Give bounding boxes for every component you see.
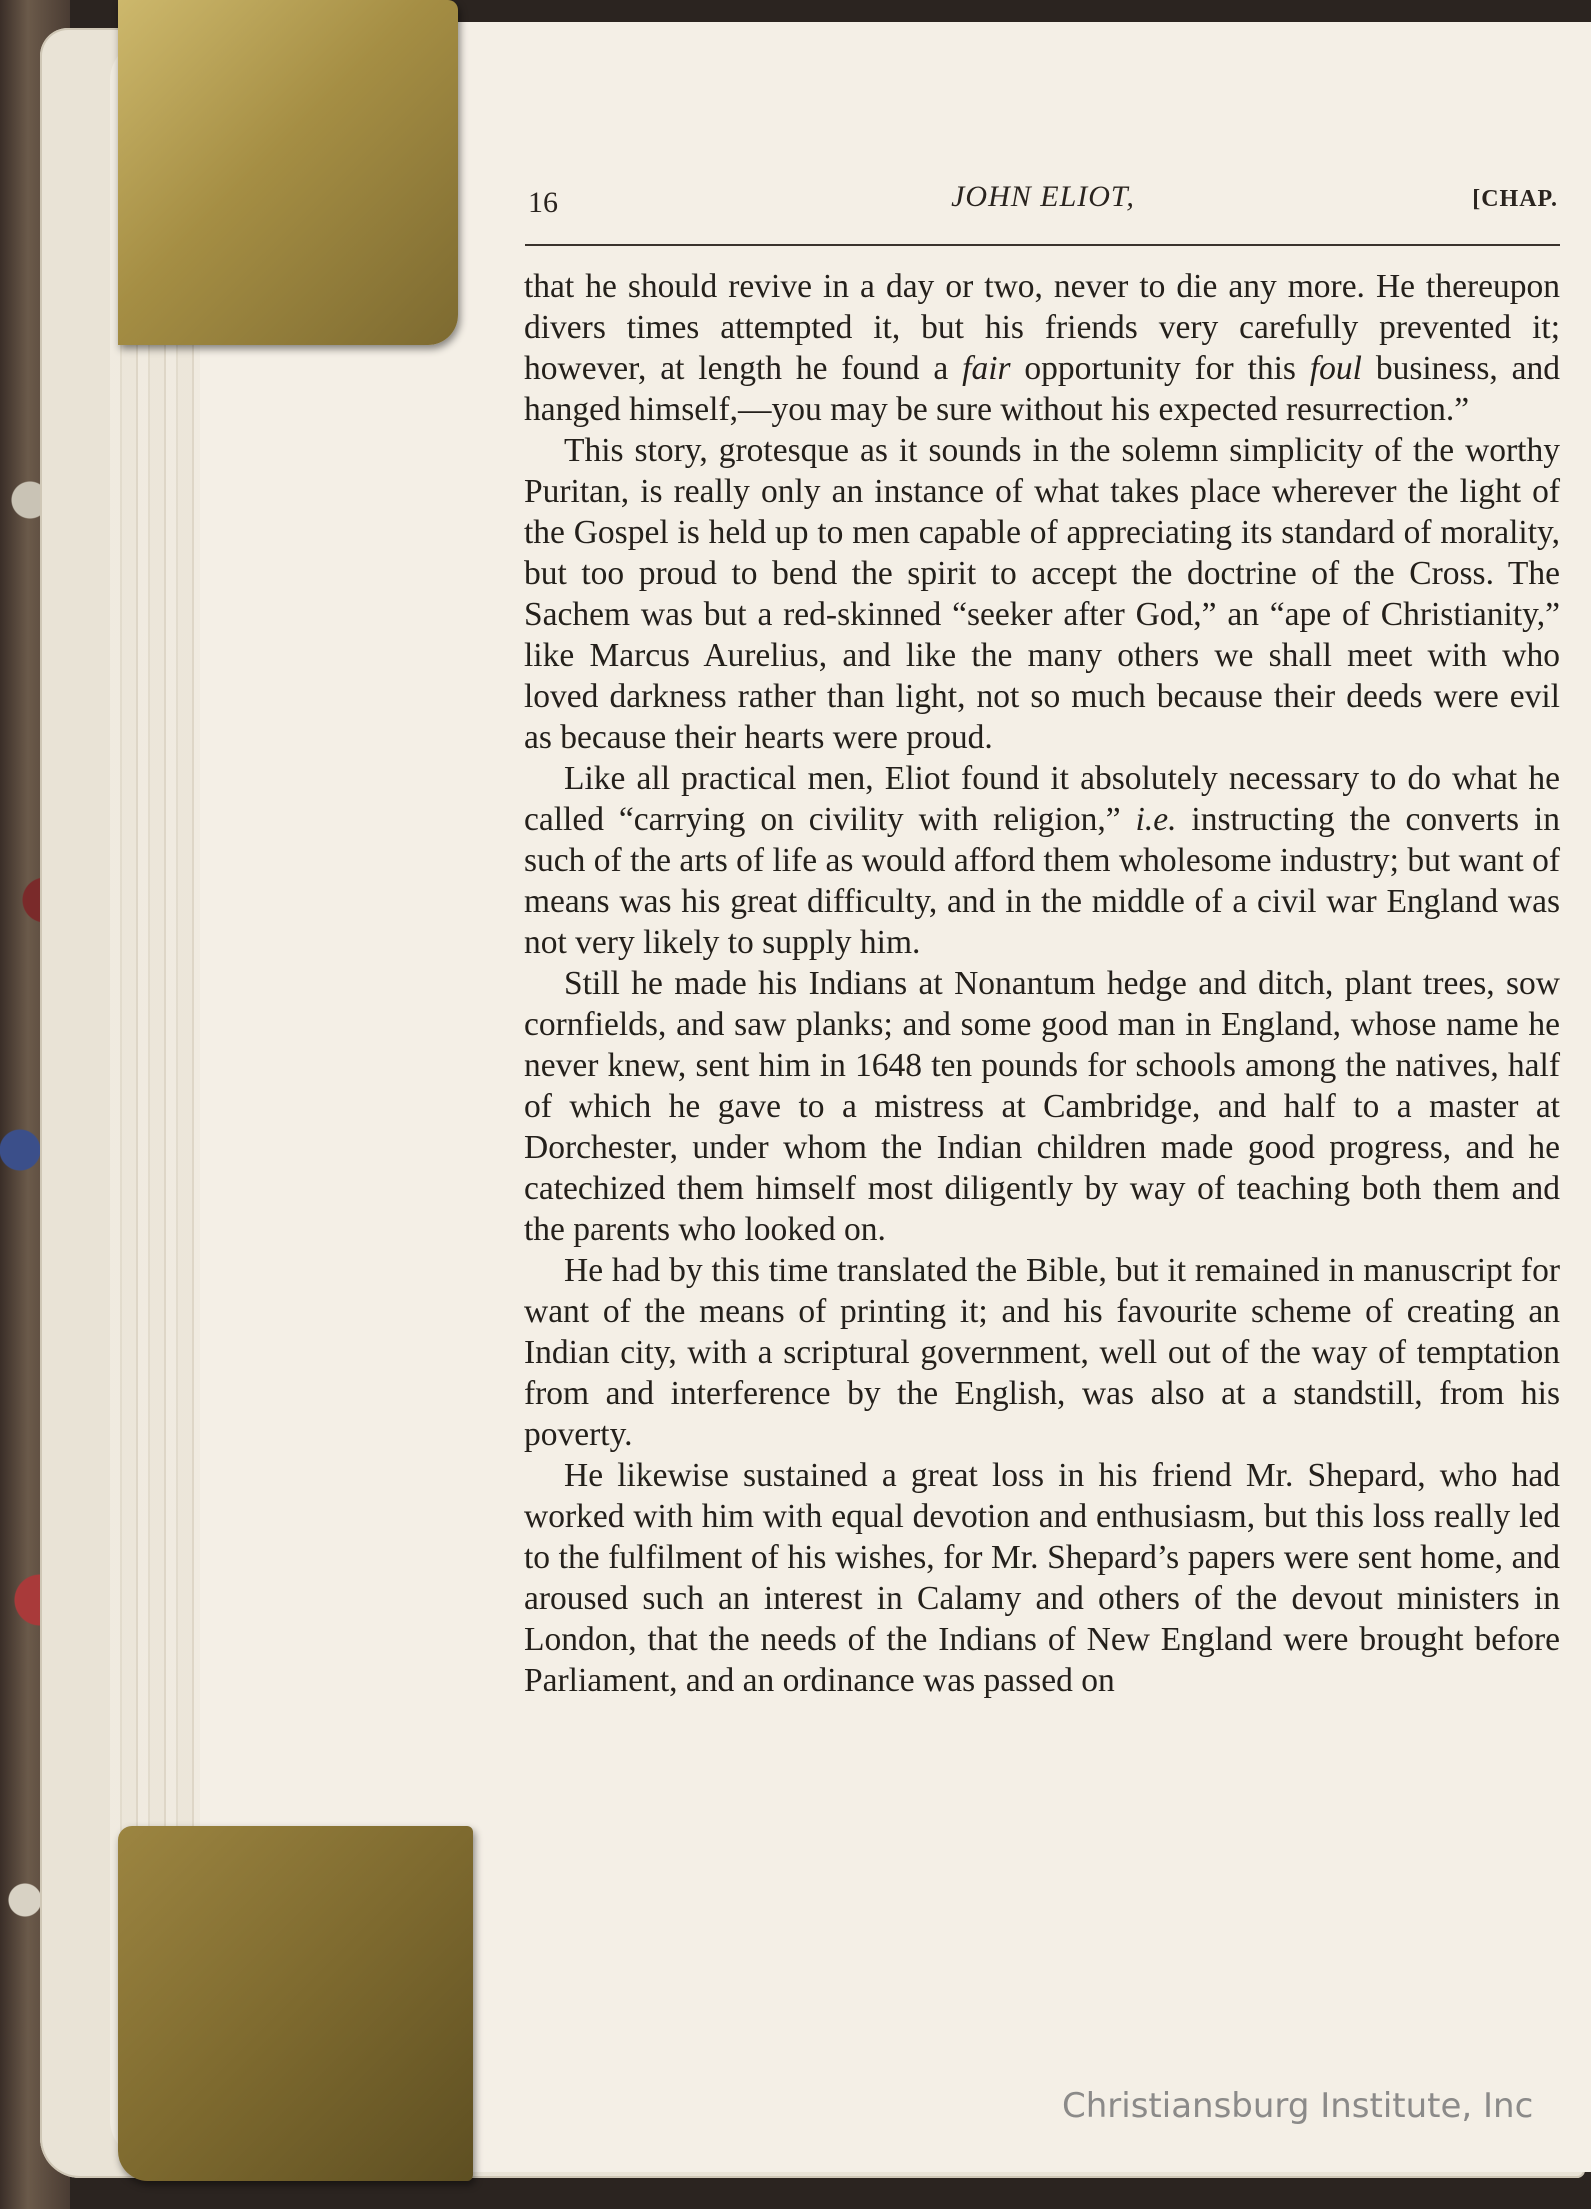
running-title: JOHN ELIOT, <box>951 180 1135 213</box>
page-number: 16 <box>528 186 558 219</box>
brass-corner-guard-bottom <box>118 1826 473 2181</box>
body-text <box>524 266 1560 1701</box>
running-header <box>528 180 1558 220</box>
paragraph: This story, grotesque as it sounds in the solemn simplicity of the worthy Puritan, is really only an instance of what takes place wherever the light of the Gospel is held up to men capable of appreciating its standard of morality, but too proud to bend the spirit to accept the doctrine of the Cross. The Sachem was but a red-skinned “seeker after God,” an “ape of Christianity,” like Marcus Aurelius, and like the many others we shall meet with who loved darkness rather than light, not so much because their deeds were evil as because their hearts were proud. <box>524 432 1560 756</box>
paragraph: that he should revive in a day or two, never to die any more. He thereupon divers times attempted it, but his friends very carefully prevented it; however, at length he found a fair opportunity for this foul business, and hanged himself,—you may be sure without his expected resurrection.” <box>524 268 1560 428</box>
paragraph: He likewise sustained a great loss in his friend Mr. Shepard, who had worked with him with equal devotion and enthusiasm, but this loss really led to the fulfilment of his wishes, for Mr. Shepard’s papers were sent home, and aroused such an interest in Calamy and others of the devout ministers in London, that the needs of the Indians of New England were brought before Parliament, and an ordinance was passed on <box>524 1457 1560 1699</box>
header-rule <box>525 244 1560 246</box>
paragraph: Still he made his Indians at Nonantum hedge and ditch, plant trees, sow cornfields, and saw planks; and some good man in England, whose name he never knew, sent him in 1648 ten pounds for schools among the natives, half of which he gave to a mistress at Cambridge, and half to a master at Dorchester, under whom the Indian children made good progress, and he catechized them himself most diligently by way of teaching both them and the parents who looked on. <box>524 965 1560 1248</box>
brass-corner-guard-top <box>118 0 458 345</box>
watermark: Christiansburg Institute, Inc <box>1062 2086 1534 2126</box>
paragraph: Like all practical men, Eliot found it absolutely necessary to do what he called “carrying on civility with religion,” i.e. instructing the converts in such of the arts of life as would afford them wholesome industry; but want of means was his great difficulty, and in the middle of a civil war England was not very likely to supply him. <box>524 760 1560 961</box>
paragraph: He had by this time translated the Bible, but it remained in manuscript for want of the means of printing it; and his favourite scheme of creating an Indian city, with a scriptural government, well out of the way of temptation from and interference by the English, was also at a standstill, from his poverty. <box>524 1252 1560 1453</box>
chapter-mark: [CHAP. <box>1472 186 1558 212</box>
